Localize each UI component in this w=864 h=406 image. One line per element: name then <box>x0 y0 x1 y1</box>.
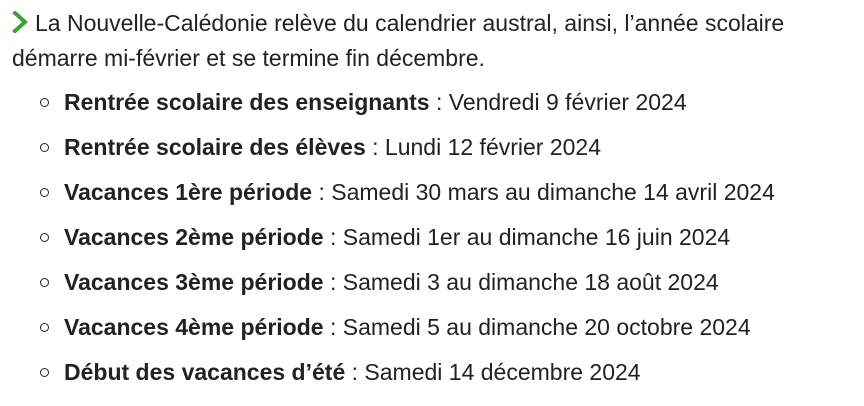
bullet-icon <box>40 233 49 242</box>
intro-paragraph <box>12 6 858 76</box>
list-item <box>36 170 775 215</box>
school-calendar-list <box>36 80 775 395</box>
item-separator: : <box>323 269 343 295</box>
item-label: Vacances 2ème période <box>64 224 324 250</box>
list-item <box>36 80 775 125</box>
item-value: Samedi 14 décembre 2024 <box>364 359 641 385</box>
bullet-icon <box>40 143 49 152</box>
item-value: Samedi 3 au dimanche 18 août 2024 <box>342 269 719 295</box>
bullet-icon <box>40 98 49 107</box>
item-separator: : <box>323 224 343 250</box>
bullet-icon <box>40 188 49 197</box>
bullet-icon <box>40 323 49 332</box>
item-separator: : <box>323 314 343 340</box>
item-separator: : <box>312 179 332 205</box>
item-value: Lundi 12 février 2024 <box>384 134 602 160</box>
item-value: Samedi 5 au dimanche 20 octobre 2024 <box>342 314 751 340</box>
item-label: Début des vacances d’été <box>64 359 346 385</box>
item-value: Samedi 1er au dimanche 16 juin 2024 <box>342 224 731 250</box>
bullet-icon <box>40 278 49 287</box>
bullet-icon <box>40 368 49 377</box>
list-item <box>36 215 775 260</box>
item-separator: : <box>429 89 449 115</box>
item-label: Vacances 3ème période <box>64 269 324 295</box>
list-item <box>36 260 775 305</box>
item-label: Rentrée scolaire des élèves <box>64 134 366 160</box>
list-item <box>36 305 775 350</box>
chevron-right-icon <box>12 11 30 33</box>
item-label: Vacances 4ème période <box>64 314 324 340</box>
item-separator: : <box>365 134 385 160</box>
item-separator: : <box>345 359 365 385</box>
intro-text: La Nouvelle-Calédonie relève du calendrier austral, ainsi, l’année scolaire démarre mi-février et se termine fin décembre. <box>12 10 785 71</box>
item-value: Vendredi 9 février 2024 <box>448 89 687 115</box>
list-item <box>36 350 775 395</box>
item-label: Vacances 1ère période <box>64 179 313 205</box>
item-value: Samedi 30 mars au dimanche 14 avril 2024 <box>331 179 775 205</box>
list-item <box>36 125 775 170</box>
item-label: Rentrée scolaire des enseignants <box>64 89 430 115</box>
